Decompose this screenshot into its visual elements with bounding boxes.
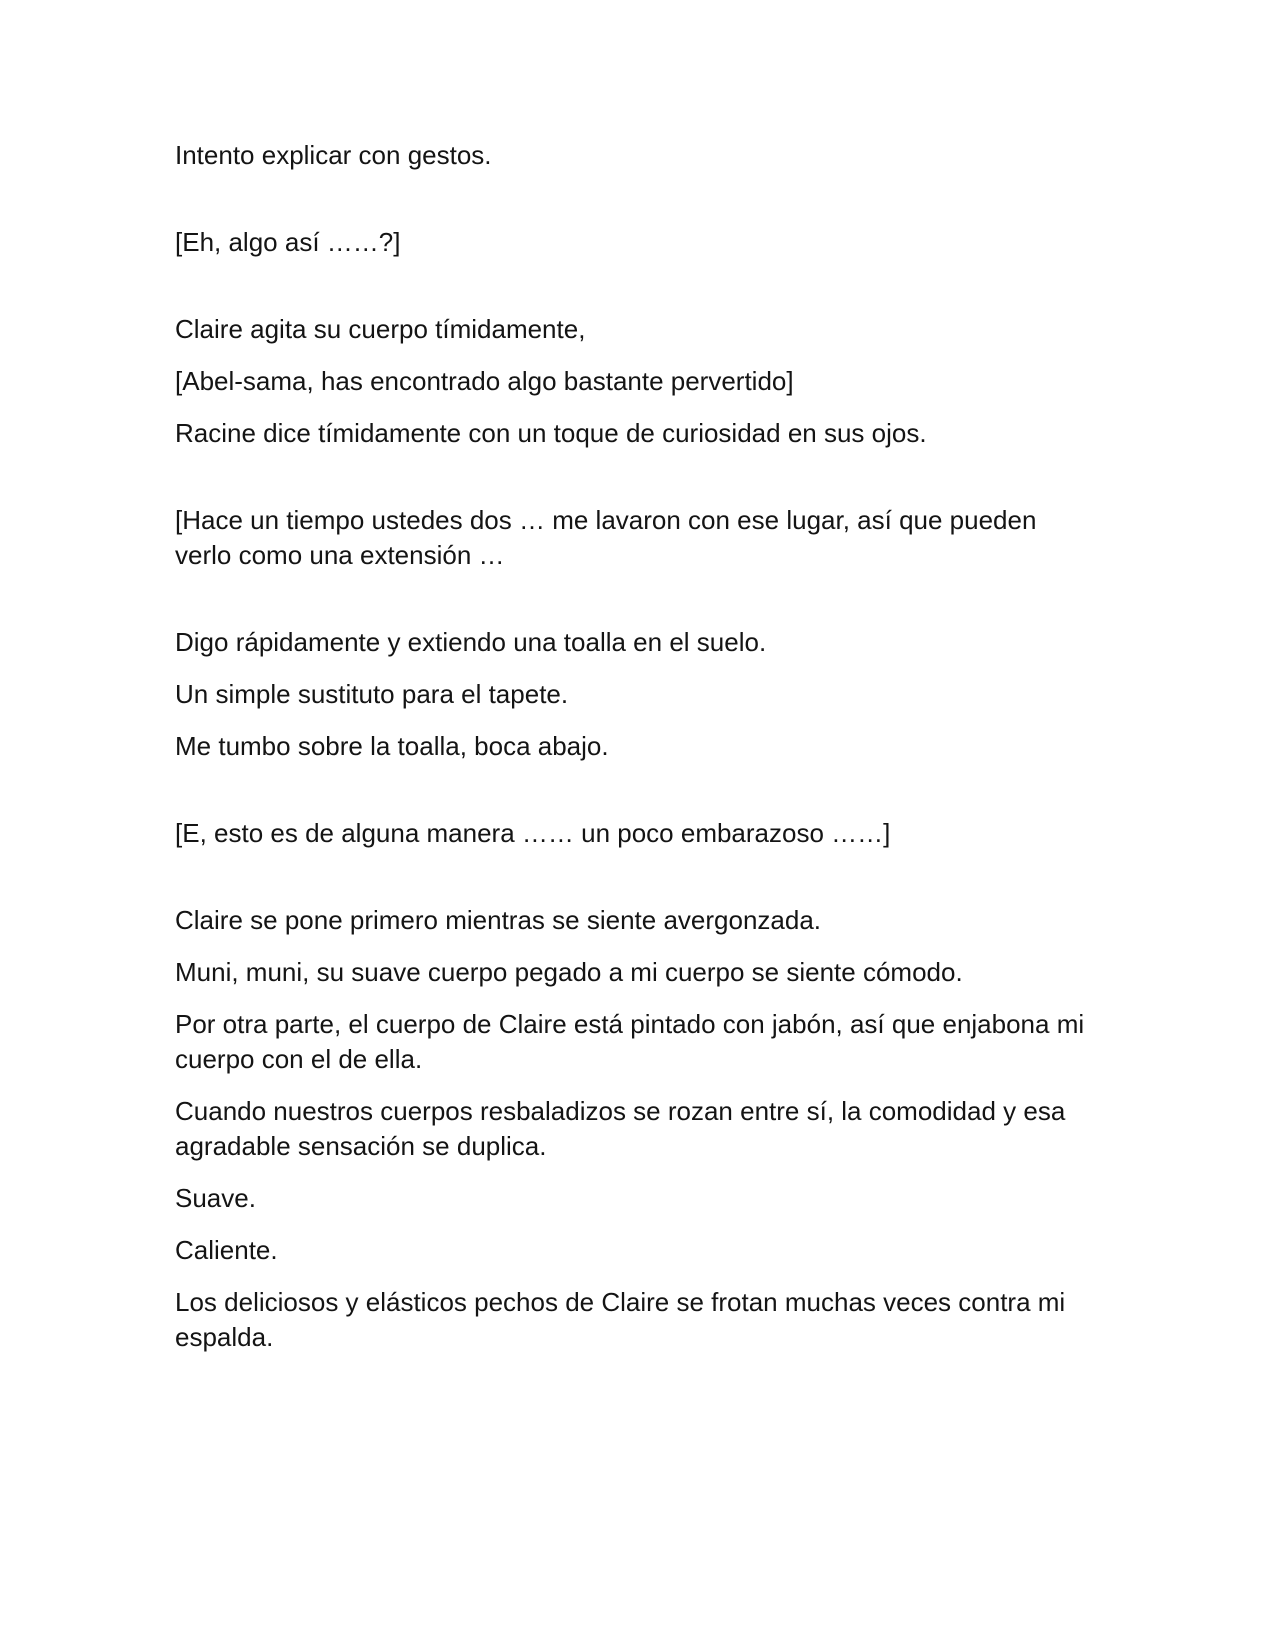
paragraph: Me tumbo sobre la toalla, boca abajo. [175, 731, 609, 761]
paragraph: Muni, muni, su suave cuerpo pegado a mi cuerpo se siente cómodo. [175, 957, 963, 987]
paragraph: Digo rápidamente y extiendo una toalla en el suelo. [175, 627, 767, 657]
paragraph: Intento explicar con gestos. [175, 140, 492, 170]
paragraph: Caliente. [175, 1235, 278, 1265]
paragraph: [Hace un tiempo ustedes dos … me lavaron con ese lugar, así que pueden verlo como una extensión … [175, 505, 1037, 570]
paragraph: [Abel-sama, has encontrado algo bastante pervertido] [175, 366, 794, 396]
document-body [175, 138, 1095, 1372]
paragraph: [Eh, algo así ……?] [175, 227, 401, 257]
paragraph: Los deliciosos y elásticos pechos de Claire se frotan muchas veces contra mi espalda. [175, 1287, 1066, 1352]
paragraph: Claire agita su cuerpo tímidamente, [175, 314, 586, 344]
paragraph: Suave. [175, 1183, 256, 1213]
paragraph: Cuando nuestros cuerpos resbaladizos se rozan entre sí, la comodidad y esa agradable sensación se duplica. [175, 1096, 1066, 1161]
paragraph: Por otra parte, el cuerpo de Claire está pintado con jabón, así que enjabona mi cuerpo con el de ella. [175, 1009, 1085, 1074]
paragraph: Un simple sustituto para el tapete. [175, 679, 569, 709]
paragraph: [E, esto es de alguna manera …… un poco embarazoso ……] [175, 818, 891, 848]
paragraph: Claire se pone primero mientras se siente avergonzada. [175, 905, 822, 935]
paragraph: Racine dice tímidamente con un toque de curiosidad en sus ojos. [175, 418, 927, 448]
